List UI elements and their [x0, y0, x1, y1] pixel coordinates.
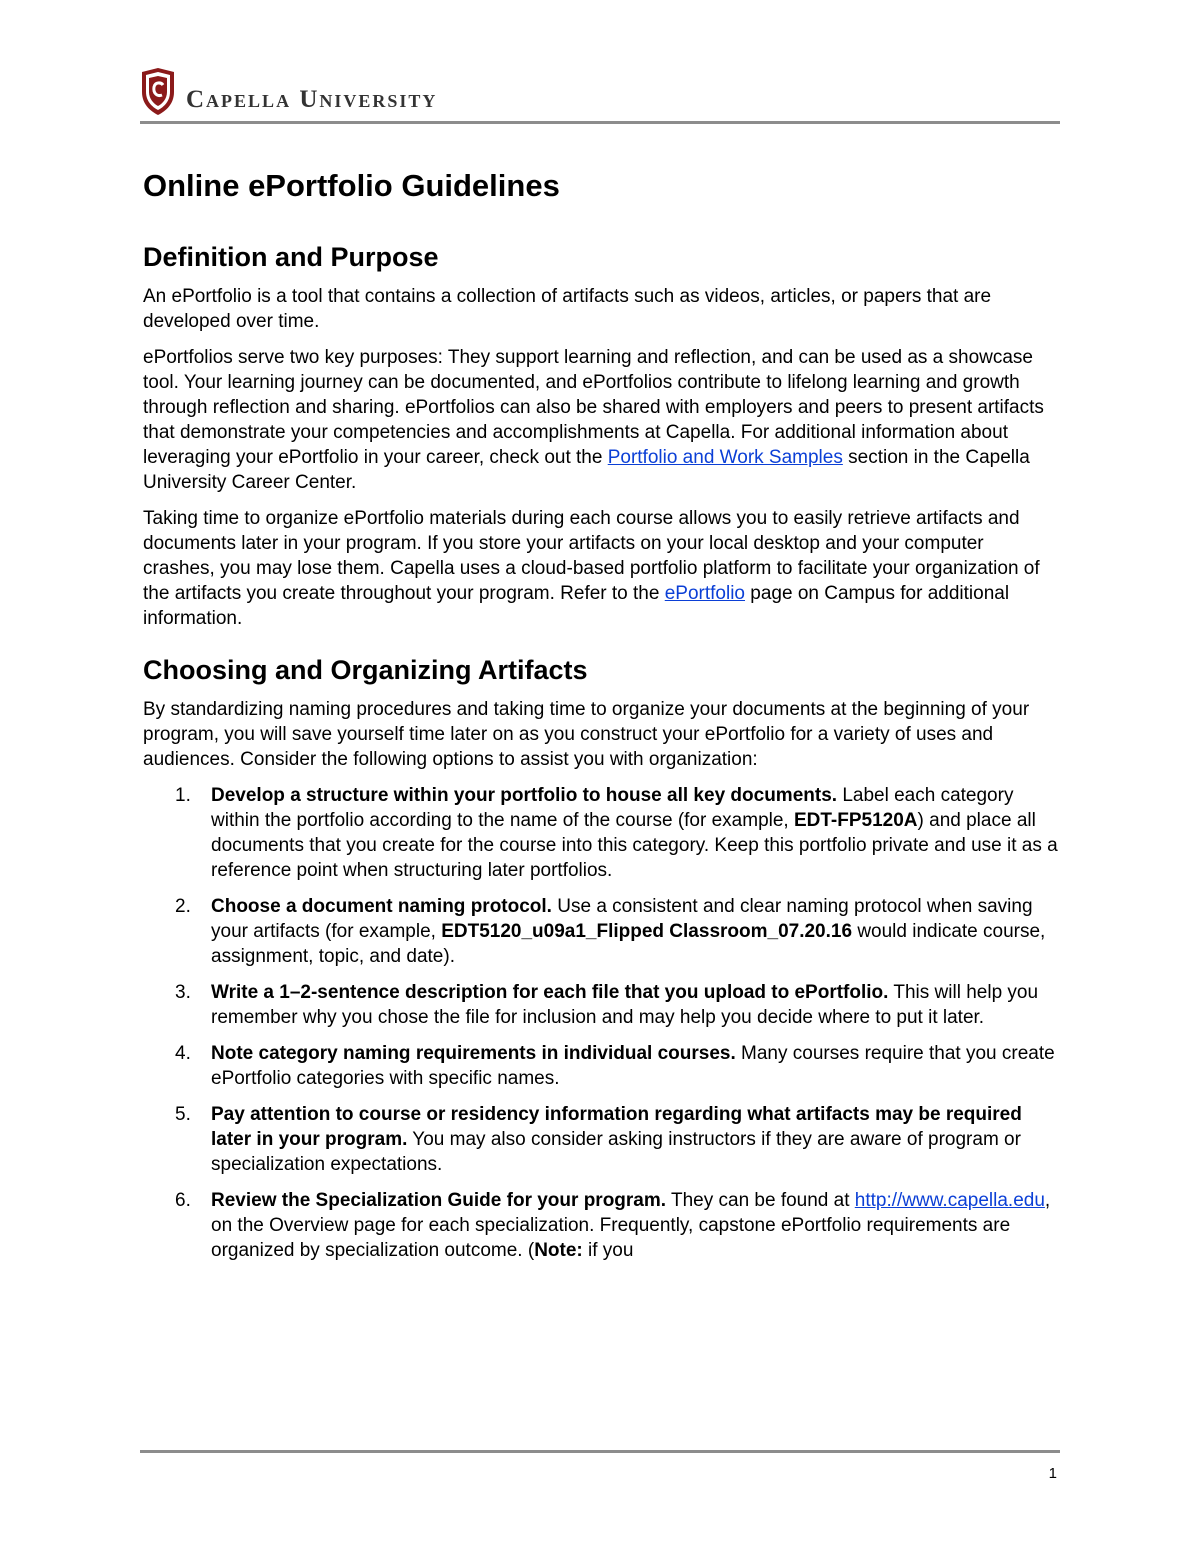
list-item: 1. Develop a structure within your portfolio to house all key documents. Label each category within the portfolio according to the name of the course (for example, EDT-FP5120A) and place all documents that you create for the course into this category. Keep this portfolio private and use it as a reference point when structuring later portfolios.	[175, 785, 1058, 881]
paragraph-artifacts-intro: By standardizing naming procedures and taking time to organize your documents at the beginning of your program, you will save yourself time later on as you construct your ePortfolio for a variety of uses and audiences. Consider the following options to assist you with organization:	[143, 699, 1030, 770]
portfolio-work-samples-link[interactable]: Portfolio and Work Samples	[607, 447, 843, 468]
footer-divider	[140, 1450, 1060, 1453]
list-item: 2. Choose a document naming protocol. Use a consistent and clear naming protocol when saving your artifacts (for example, EDT5120_u09a1_Flipped Classroom_07.20.16 would indicate course, assignment, topic, and date).	[175, 896, 1046, 967]
logo-text: Capella University	[186, 86, 438, 113]
eportfolio-link[interactable]: ePortfolio	[664, 583, 746, 604]
list-item: 4. Note category naming requirements in individual courses. Many courses require that you create ePortfolio categories with specific names.	[175, 1043, 1055, 1089]
list-item: 5. Pay attention to course or residency information regarding what artifacts may be required later in your program. You may also consider asking instructors if they are aware of program or specialization expectations.	[175, 1104, 1022, 1175]
capella-website-link[interactable]: http://www.capella.edu	[854, 1190, 1045, 1211]
capella-shield-icon	[140, 68, 176, 116]
section-heading-artifacts: Choosing and Organizing Artifacts	[143, 655, 588, 685]
paragraph-definition: An ePortfolio is a tool that contains a collection of artifacts such as videos, articles, or papers that are developed over time.	[143, 286, 992, 332]
list-item: 6. Review the Specialization Guide for your program. They can be found at http://www.capella.edu, on the Overview page for each specialization. Frequently, capstone ePortfolio requirements are organized by specialization outcome. (Note: if you	[175, 1190, 1051, 1261]
main-content	[143, 166, 1058, 1274]
paragraph-organize: Taking time to organize ePortfolio materials during each course allows you to easily retrieve artifacts and documents later in your program. If you store your artifacts on your local desktop and your computer crashes, you may lose them. Capella uses a cloud-based portfolio platform to facilitate your organization of the artifacts you create throughout your program. Refer to the ePortfolio page on Campus for additional information.	[143, 508, 1040, 629]
artifact-options-list	[143, 783, 1058, 1263]
list-item: 3. Write a 1–2-sentence description for each file that you upload to ePortfolio. This will help you remember why you chose the file for inclusion and may help you decide where to put it later.	[175, 982, 1039, 1028]
paragraph-purposes: ePortfolios serve two key purposes: They support learning and reflection, and can be used as a showcase tool. Your learning journey can be documented, and ePortfolios contribute to lifelong learning and growth through reflection and sharing. ePortfolios can also be shared with employers and peers to present artifacts that demonstrate your competencies and accomplishments at Capella. For additional information about leveraging your ePortfolio in your career, check out the Portfolio and Work Samples section in the Capella University Career Center.	[143, 347, 1044, 493]
page-number: 1	[1048, 1465, 1057, 1482]
section-heading-definition: Definition and Purpose	[143, 242, 439, 272]
header	[140, 68, 1060, 124]
header-divider	[140, 121, 1060, 124]
page-title: Online ePortfolio Guidelines	[143, 168, 560, 203]
